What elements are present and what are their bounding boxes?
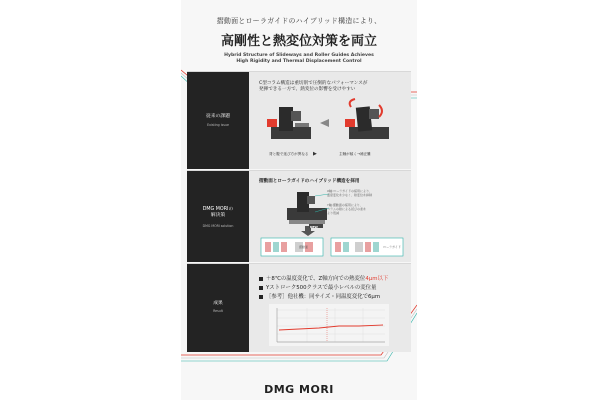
brochure-sheet xyxy=(181,0,417,400)
section-body xyxy=(249,264,411,352)
diagram-label-slideway: 摺動面 xyxy=(299,245,309,249)
arrow-right-icon xyxy=(320,119,329,127)
bullet-text: Yストローク500クラスで最小レベルの変位量 xyxy=(266,285,377,291)
section-label-panel xyxy=(187,171,249,262)
bullet-highlight: 4μm以下 xyxy=(365,276,389,282)
diagram-label-roller: ローラガイド xyxy=(383,245,401,249)
bullet-text: ＋8℃の温度変化で、Z軸方向での熱変位 xyxy=(266,276,366,282)
section-label: 成果 xyxy=(213,301,223,306)
new-label: NEW xyxy=(310,225,318,229)
section-label-en: Existing issue xyxy=(207,123,229,127)
dmg-mori-logo: DMG MORI xyxy=(264,383,334,396)
callout-y-axis-line-1: Y軸:摺動面の採用により、 xyxy=(327,203,363,207)
result-bullet-2 xyxy=(259,283,376,291)
callout-x-axis-line-1: X軸:ローラガイドの採用により、 xyxy=(327,189,372,193)
section-result xyxy=(187,263,411,352)
header-subtitle: 摺動面とローラガイドのハイブリッド構造により、 xyxy=(216,17,382,25)
section-label-line-2: 解決策 xyxy=(210,213,226,219)
chart-background xyxy=(269,304,389,346)
english-title xyxy=(181,53,417,65)
issue-text-line-1: C型コラム構造は重切削で圧倒的なパフォーマンスが xyxy=(259,81,368,86)
arrow-caption: ▶ xyxy=(313,151,317,157)
thermal-displacement-chart xyxy=(269,304,389,346)
caption-right: 主軸が傾く→補正難 xyxy=(339,152,371,156)
issue-text-line-2: 発揮できる一方で、熱変位の影響を受けやすい xyxy=(259,87,356,92)
section-label-line-1: DMG MORIの xyxy=(202,207,234,212)
bullet-square-icon xyxy=(259,277,263,281)
machine-illustration-before-after xyxy=(257,97,407,147)
section-solution xyxy=(187,170,411,262)
callout-y-axis xyxy=(327,203,366,215)
section-existing-issue xyxy=(187,71,411,169)
callout-x-axis-line-2: 温度変化を少なく、熱変位を抑制 xyxy=(327,193,372,197)
section-body xyxy=(249,171,411,262)
machine-after-icon xyxy=(345,99,389,139)
result-bullet-3 xyxy=(259,292,380,300)
section-label-en: Result xyxy=(213,309,223,313)
issue-text xyxy=(259,81,367,93)
section-label-en: DMG MORI solution xyxy=(202,224,234,228)
english-title-line-1: Hybrid Structure of Slideways and Roller Guides Achieves xyxy=(224,53,374,58)
section-label-panel xyxy=(187,264,249,352)
callout-x-axis xyxy=(327,189,372,197)
hybrid-structure-diagram xyxy=(259,188,409,260)
bullet-text: ［参考］他社機：同サイズ・同温度変化で6μm xyxy=(266,294,381,300)
section-label-panel xyxy=(187,72,249,169)
cross-section-left xyxy=(261,238,323,256)
caption-left: 背と腹で延び方が異なる xyxy=(269,152,309,156)
page-title: 高剛性と熱変位対策を両立 xyxy=(220,34,377,49)
callout-y-axis-line-3: より低減 xyxy=(327,211,340,215)
machine-illustration xyxy=(287,192,327,224)
bullet-square-icon xyxy=(259,295,263,299)
section-label: 従来の課題 xyxy=(206,114,230,119)
machine-before-icon xyxy=(267,107,311,139)
bullet-square-icon xyxy=(259,286,263,290)
callout-y-axis-line-2: コラムの熱による延びの差を xyxy=(327,207,366,211)
section-label xyxy=(187,207,249,219)
section-body xyxy=(249,72,411,169)
solution-text: 摺動面とローラガイドのハイブリッド構造を採用 xyxy=(259,179,360,184)
english-title-line-2: High Rigidity and Thermal Displacement Control xyxy=(236,59,362,65)
result-bullet-1 xyxy=(259,274,388,282)
